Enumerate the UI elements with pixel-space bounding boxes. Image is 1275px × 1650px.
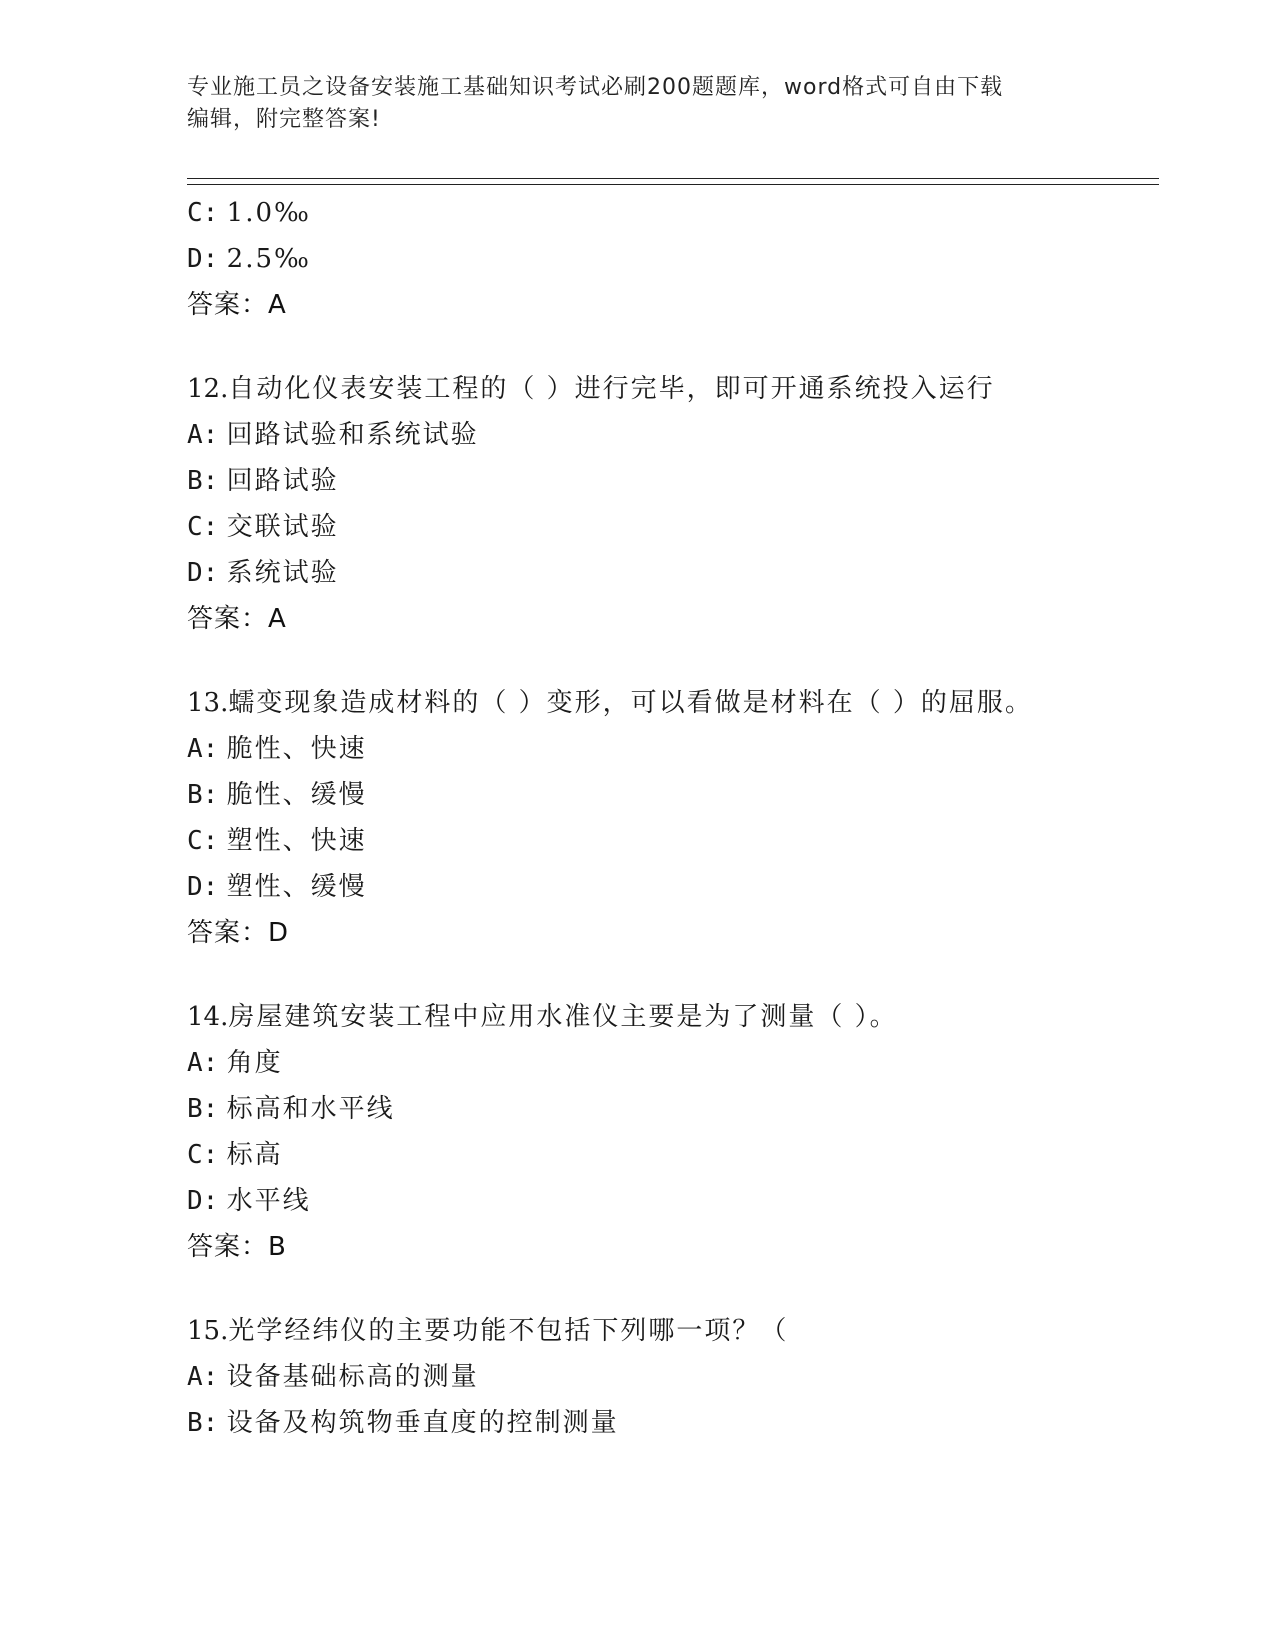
answer-line: 答案：D	[187, 918, 290, 948]
question-block-prev	[187, 190, 1187, 328]
question-number: 13.	[187, 688, 229, 718]
option-label: B	[187, 780, 203, 810]
document-header	[187, 72, 1067, 136]
option-label: D	[187, 872, 203, 902]
option-row	[187, 458, 1187, 504]
option-row	[187, 1400, 1187, 1446]
option-label: B	[187, 1094, 203, 1124]
option-label: B	[187, 466, 203, 496]
question-block-14	[187, 994, 1187, 1270]
option-row	[187, 190, 1187, 236]
question-block-13	[187, 680, 1187, 956]
question-text: 自动化仪表安装工程的（ ）进行完毕，即可开通系统投入运行	[228, 374, 995, 404]
option-text: 系统试验	[226, 558, 339, 588]
option-label: D	[187, 1186, 203, 1216]
answer-line: 答案：B	[187, 1232, 287, 1262]
option-text: 标高	[226, 1140, 283, 1170]
header-title-line-1: 专业施工员之设备安装施工基础知识考试必刷200题题库，word格式可自由下载	[187, 75, 1004, 100]
option-row	[187, 864, 1187, 910]
option-row	[187, 412, 1187, 458]
option-separator: :	[202, 1094, 221, 1124]
option-row	[187, 1178, 1187, 1224]
header-title-line-2: 编辑，附完整答案!	[187, 107, 381, 132]
option-text: 水平线	[226, 1186, 311, 1216]
header-divider-top	[187, 178, 1159, 179]
option-row	[187, 726, 1187, 772]
option-label: C	[187, 1140, 203, 1170]
option-separator: :	[202, 780, 221, 810]
header-divider-bottom	[187, 184, 1159, 185]
question-text: 房屋建筑安装工程中应用水准仪主要是为了测量（ ）。	[228, 1002, 898, 1032]
question-stem	[187, 1308, 1187, 1354]
question-list	[187, 190, 1187, 1446]
option-text: 脆性、快速	[226, 734, 367, 764]
question-number: 14.	[187, 1002, 229, 1032]
option-row	[187, 772, 1187, 818]
option-label: A	[187, 1048, 203, 1078]
question-text: 光学经纬仪的主要功能不包括下列哪一项？（	[228, 1316, 789, 1346]
option-text: 标高和水平线	[226, 1094, 395, 1124]
option-text: 交联试验	[226, 512, 339, 542]
option-text: 角度	[226, 1048, 283, 1078]
option-label: C	[187, 198, 203, 228]
question-stem	[187, 994, 1187, 1040]
option-row	[187, 236, 1187, 282]
option-separator: :	[202, 512, 221, 542]
option-separator: :	[202, 420, 221, 450]
option-separator: :	[202, 558, 221, 588]
option-separator: :	[202, 198, 221, 228]
answer-line: 答案：A	[187, 290, 287, 320]
option-label: C	[187, 512, 203, 542]
option-label: A	[187, 734, 203, 764]
option-separator: :	[202, 1186, 221, 1216]
option-separator: :	[202, 1140, 221, 1170]
option-separator: :	[202, 1048, 221, 1078]
option-text: 2.5‰	[226, 244, 311, 274]
option-row	[187, 1132, 1187, 1178]
option-separator: :	[202, 244, 221, 274]
question-block-15	[187, 1308, 1187, 1446]
option-separator: :	[202, 466, 221, 496]
option-separator: :	[202, 826, 221, 856]
option-text: 设备基础标高的测量	[226, 1362, 479, 1392]
option-label: C	[187, 826, 203, 856]
question-text: 蠕变现象造成材料的（ ）变形，可以看做是材料在（ ）的屈服。	[228, 688, 1033, 718]
option-label: D	[187, 244, 203, 274]
option-text: 1.0‰	[226, 198, 311, 228]
option-label: A	[187, 1362, 203, 1392]
option-separator: :	[202, 1362, 221, 1392]
option-label: B	[187, 1408, 203, 1438]
question-stem	[187, 680, 1187, 726]
option-row	[187, 818, 1187, 864]
option-label: A	[187, 420, 203, 450]
answer-line: 答案：A	[187, 604, 287, 634]
option-separator: :	[202, 734, 221, 764]
option-row	[187, 1040, 1187, 1086]
option-text: 回路试验	[226, 466, 339, 496]
option-row	[187, 1086, 1187, 1132]
option-separator: :	[202, 872, 221, 902]
question-block-12	[187, 366, 1187, 642]
option-label: D	[187, 558, 203, 588]
option-row	[187, 550, 1187, 596]
option-text: 回路试验和系统试验	[226, 420, 479, 450]
option-separator: :	[202, 1408, 221, 1438]
option-text: 塑性、快速	[226, 826, 367, 856]
question-number: 12.	[187, 374, 229, 404]
question-stem	[187, 366, 1187, 412]
option-text: 设备及构筑物垂直度的控制测量	[226, 1408, 619, 1438]
option-text: 塑性、缓慢	[226, 872, 367, 902]
option-row	[187, 504, 1187, 550]
question-number: 15.	[187, 1316, 229, 1346]
option-row	[187, 1354, 1187, 1400]
option-text: 脆性、缓慢	[226, 780, 367, 810]
